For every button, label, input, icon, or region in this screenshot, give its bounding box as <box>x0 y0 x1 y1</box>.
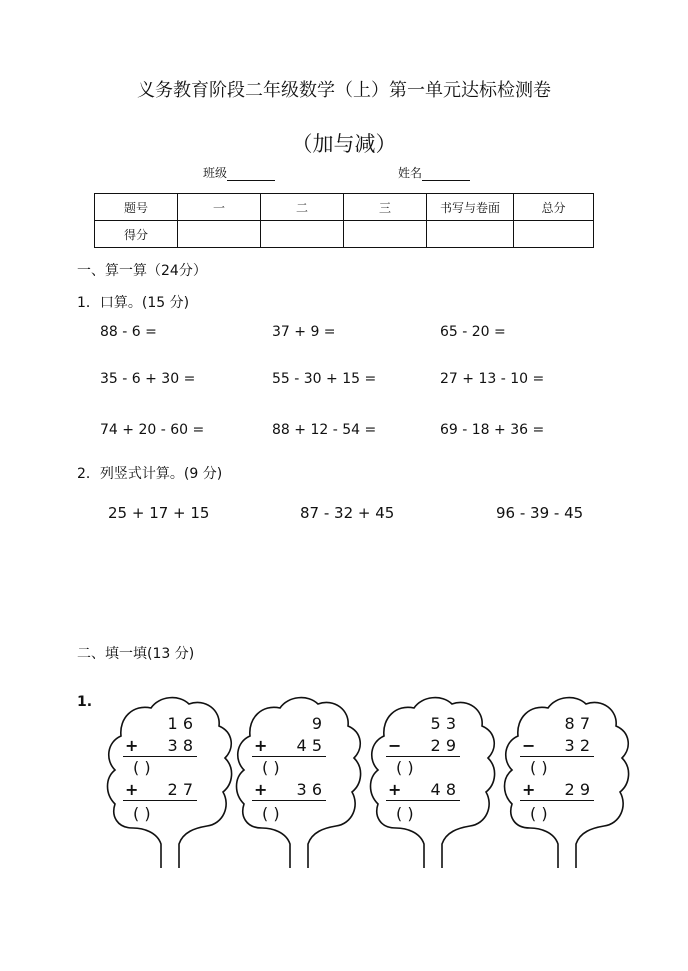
tree-operand: 4 8 <box>430 780 456 799</box>
tree-answer-blank[interactable]: ( ) <box>262 758 280 777</box>
score-header-cell: 总分 <box>514 194 594 221</box>
calc-tree <box>232 692 366 872</box>
tree-sum-line <box>386 800 460 801</box>
tree-sum-line <box>252 756 326 757</box>
tree-operator: − <box>388 736 402 755</box>
tree-operand: 2 7 <box>167 780 193 799</box>
tree-answer-blank[interactable]: ( ) <box>530 758 548 777</box>
score-header-cell: 题号 <box>95 194 178 221</box>
tree-answer-blank[interactable]: ( ) <box>396 804 414 823</box>
question-1-title: 1．口算。(15 分) <box>77 295 190 311</box>
question-2-title: 2．列竖式计算。(9 分) <box>77 466 223 482</box>
mental-math-item: 35 - 6 + 30 = <box>100 371 196 387</box>
mental-math-item: 55 - 30 + 15 = <box>272 371 377 387</box>
calc-tree <box>500 692 634 872</box>
section-2-question-1-label: 1. <box>77 694 93 710</box>
mental-math-item: 88 - 6 = <box>100 324 157 340</box>
tree-top-number: 9 <box>311 714 322 733</box>
tree-operator: + <box>522 780 536 799</box>
tree-top-number: 5 3 <box>430 714 456 733</box>
score-table <box>94 193 594 248</box>
tree-answer-blank[interactable]: ( ) <box>133 804 151 823</box>
mental-math-item: 74 + 20 - 60 = <box>100 422 205 438</box>
tree-top-number: 8 7 <box>564 714 590 733</box>
tree-answer-blank[interactable]: ( ) <box>530 804 548 823</box>
page-subtitle: （加与减） <box>291 132 397 156</box>
calc-tree <box>103 692 237 872</box>
class-field <box>203 164 275 181</box>
score-cell[interactable] <box>178 221 261 248</box>
tree-answer-blank[interactable]: ( ) <box>396 758 414 777</box>
mental-math-item: 37 + 9 = <box>272 324 336 340</box>
score-cell[interactable] <box>514 221 594 248</box>
tree-operand: 2 9 <box>430 736 456 755</box>
score-table-header-row <box>95 194 594 221</box>
section-1-heading: 一、算一算（24分） <box>77 263 207 279</box>
tree-sum-line <box>123 756 197 757</box>
tree-operand: 3 6 <box>296 780 322 799</box>
tree-answer-blank[interactable]: ( ) <box>133 758 151 777</box>
tree-sum-line <box>123 800 197 801</box>
mental-math-item: 65 - 20 = <box>440 324 506 340</box>
mental-math-item: 69 - 18 + 36 = <box>440 422 545 438</box>
tree-operator: + <box>254 780 268 799</box>
tree-sum-line <box>520 800 594 801</box>
score-header-cell: 一 <box>178 194 261 221</box>
tree-operand: 3 2 <box>564 736 590 755</box>
tree-operator: + <box>388 780 402 799</box>
section-2-heading: 二、填一填(13 分) <box>77 646 195 662</box>
tree-operator: + <box>125 736 139 755</box>
class-label: 班级 <box>203 166 228 180</box>
score-cell[interactable] <box>427 221 514 248</box>
name-label: 姓名 <box>398 166 423 180</box>
score-header-cell: 三 <box>344 194 427 221</box>
class-blank[interactable] <box>227 168 275 181</box>
tree-operator: − <box>522 736 536 755</box>
score-header-cell: 书写与卷面 <box>427 194 514 221</box>
mental-math-item: 88 + 12 - 54 = <box>272 422 377 438</box>
tree-sum-line <box>386 756 460 757</box>
tree-answer-blank[interactable]: ( ) <box>262 804 280 823</box>
mental-math-item: 27 + 13 - 10 = <box>440 371 545 387</box>
tree-top-number: 1 6 <box>167 714 193 733</box>
tree-operator: + <box>125 780 139 799</box>
page-title: 义务教育阶段二年级数学（上）第一单元达标检测卷 <box>137 80 551 101</box>
score-cell[interactable] <box>261 221 344 248</box>
score-header-cell: 二 <box>261 194 344 221</box>
score-row-label: 得分 <box>95 221 178 248</box>
tree-operator: + <box>254 736 268 755</box>
tree-sum-line <box>520 756 594 757</box>
score-table-row <box>95 221 594 248</box>
tree-operand: 2 9 <box>564 780 590 799</box>
tree-sum-line <box>252 800 326 801</box>
score-cell[interactable] <box>344 221 427 248</box>
calc-tree <box>366 692 500 872</box>
vertical-calc-item: 25 + 17 + 15 <box>108 504 210 522</box>
name-blank[interactable] <box>422 168 470 181</box>
name-field <box>398 164 470 181</box>
vertical-calc-item: 87 - 32 + 45 <box>300 504 395 522</box>
tree-operand: 4 5 <box>296 736 322 755</box>
vertical-calc-item: 96 - 39 - 45 <box>496 504 584 522</box>
tree-operand: 3 8 <box>167 736 193 755</box>
